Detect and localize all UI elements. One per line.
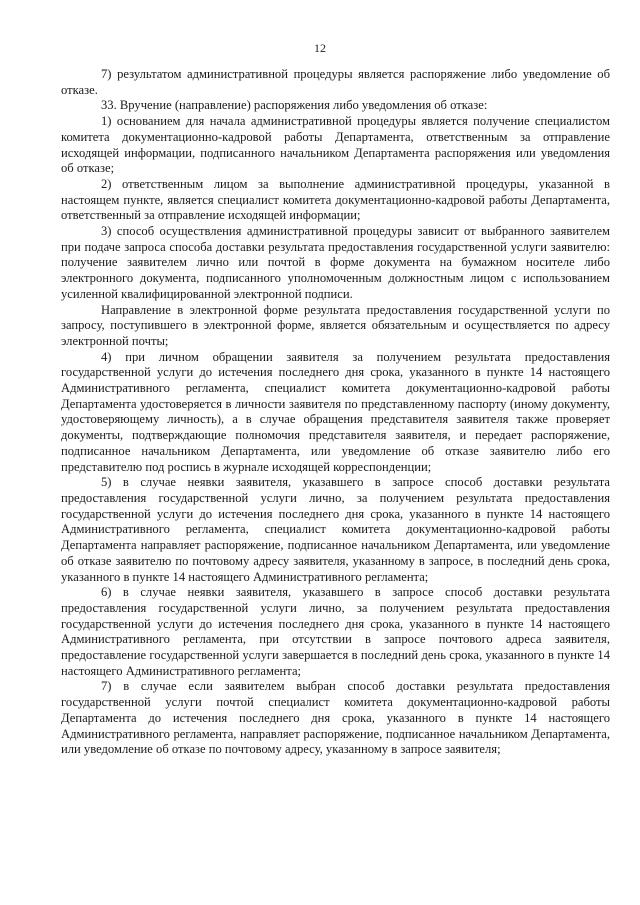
document-body (61, 67, 610, 758)
paragraph-item-7-post: 7) в случае если заявителем выбран способ доставки результата предоставления государственной услуги почтой специалист комитета документационно-кадровой работы Департамента до истечения последнего дня срока, указанного в пункте 14 настоящего Административного регламента, направляет распоряжение, подписанное начальником Департамента, или уведомление об отказе по почтовому адресу, указанному в запросе заявителя; (61, 679, 610, 757)
paragraph-section-33-heading: 33. Вручение (направление) распоряжения либо уведомления об отказе: (101, 98, 488, 113)
paragraph-electronic-delivery: Направление в электронной форме результата предоставления государственной услуги по запросу, поступившего в электронной форме, является обязательным и осуществляется по адресу электронной почты; (61, 302, 610, 348)
paragraph-item-6-no-address: 6) в случае неявки заявителя, указавшего в запросе способ доставки результата предоставления государственной услуги лично, за получением результата предоставления государственной услуги до истечения последнего дня срока, указанного в пункте 14 настоящего Административного регламента, при отсутствии в запросе почтового адреса заявителя, предоставление государственной услуги завершается в последний день срока, указанного в пункте 14 настоящего Административного регламента; (61, 585, 610, 678)
paragraph-item-5-no-show: 5) в случае неявки заявителя, указавшего в запросе способ доставки результата предоставления государственной услуги лично, за получением результата предоставления государственной услуги до истечения последнего дня срока, указанного в пункте 14 настоящего Административного регламента, специалист комитета документационно-кадровой работы Департамента направляет распоряжение, подписанное начальником Департамента, или уведомление об отказе заявителю по почтовому адресу заявителя, указанному в запросе, в последний день срока, указанного в пункте 14 настоящего Административного регламента; (61, 475, 610, 584)
paragraph-item-4-personal: 4) при личном обращении заявителя за получением результата предоставления государственной услуги до истечения последнего дня срока, указанного в пункте 14 настоящего Административного регламента, специалист комитета документационно-кадровой работы Департамента удостоверяется в личности заявителя по представленному паспорту (иному документу, удостоверяющему личность), а в случае обращения представителя заявителя также проверяет документы, подтверждающие полномочия представителя заявителя, и передает распоряжение, подписанное начальником Департамента, или уведомление об отказе заявителю либо его представителю под роспись в журнале исходящей корреспонденции; (61, 349, 610, 474)
page-number: 12 (314, 41, 326, 55)
paragraph-item-3-method: 3) способ осуществления административной процедуры зависит от выбранного заявителем при подаче запроса способа доставки результата предоставления государственной услуги заявителю: получение заявителем лично или почтой в форме документа на бумажном носителе либо электронного документа, подписанного уполномоченным должностным лицом с использованием усиленной квалифицированной электронной подписи. (61, 224, 610, 301)
paragraph-item-2-responsible: 2) ответственным лицом за выполнение административной процедуры, указанной в настоящем пункте, является специалист комитета документационно-кадровой работы Департамента, ответственный за отправление исходящей информации; (61, 176, 610, 223)
paragraph-item-1-basis: 1) основанием для начала административной процедуры является получение специалистом комитета документационно-кадровой работы Департамента, ответственным за отправление исходящей информации, подписанного начальником Департамента распоряжения или уведомления об отказе; (61, 114, 610, 176)
paragraph-item-7-result: 7) результатом административной процедуры является распоряжение либо уведомление об отказе. (61, 67, 610, 97)
